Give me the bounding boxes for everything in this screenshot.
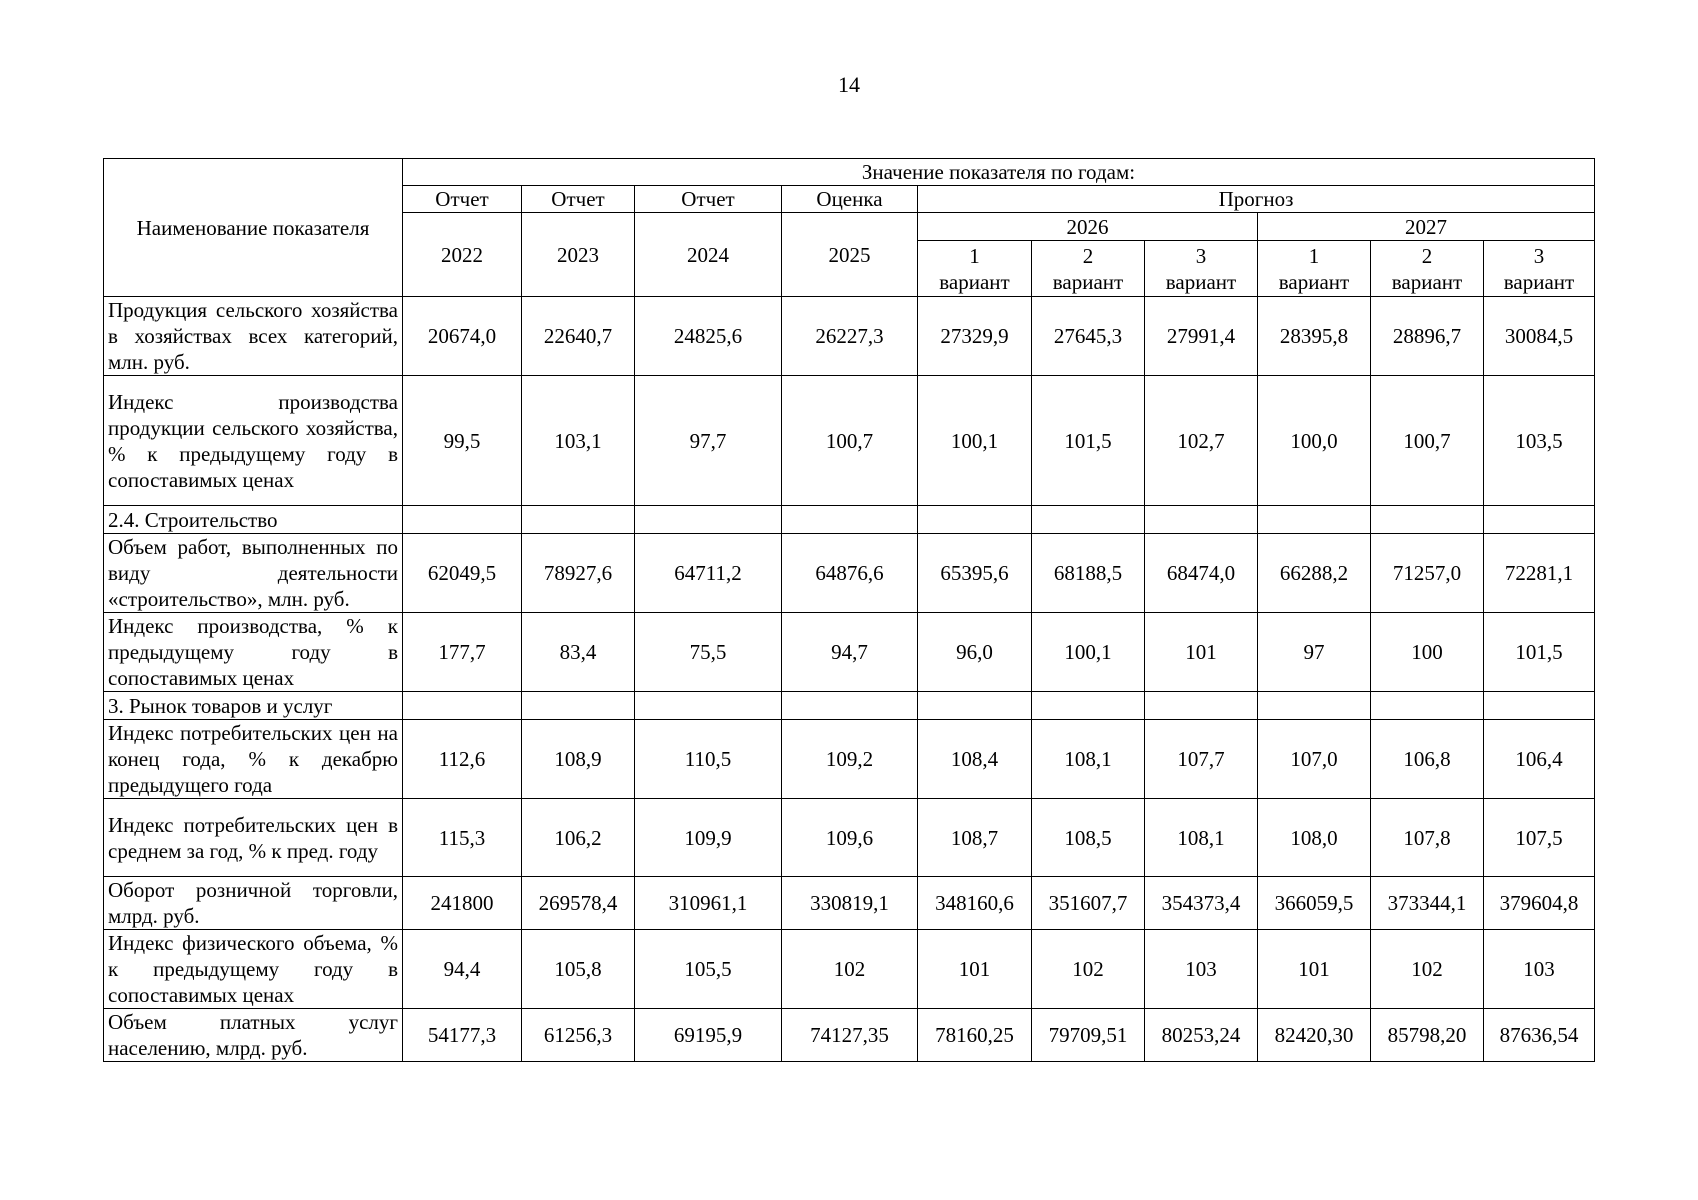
value-cell: 28896,7 xyxy=(1371,297,1484,376)
empty-cell xyxy=(635,506,782,534)
value-cell: 96,0 xyxy=(918,613,1032,692)
value-cell: 108,0 xyxy=(1258,799,1371,877)
value-cell: 108,1 xyxy=(1145,799,1258,877)
value-cell: 61256,3 xyxy=(522,1009,635,1062)
value-cell: 103 xyxy=(1145,930,1258,1009)
value-cell: 71257,0 xyxy=(1371,534,1484,613)
value-cell: 101 xyxy=(1145,613,1258,692)
value-cell: 102 xyxy=(1371,930,1484,1009)
value-cell: 101,5 xyxy=(1484,613,1595,692)
value-cell: 83,4 xyxy=(522,613,635,692)
value-cell: 85798,20 xyxy=(1371,1009,1484,1062)
value-cell: 100,7 xyxy=(782,376,918,506)
value-cell: 100,1 xyxy=(1032,613,1145,692)
section-row xyxy=(104,692,1595,720)
header-variant xyxy=(1258,241,1371,297)
value-cell: 351607,7 xyxy=(1032,877,1145,930)
header-year-2026: 2026 xyxy=(918,213,1258,241)
variant-label: вариант xyxy=(1165,269,1237,294)
value-cell: 103 xyxy=(1484,930,1595,1009)
value-cell: 102 xyxy=(1032,930,1145,1009)
value-cell: 310961,1 xyxy=(635,877,782,930)
section-row xyxy=(104,506,1595,534)
value-cell: 94,7 xyxy=(782,613,918,692)
value-cell: 379604,8 xyxy=(1484,877,1595,930)
value-cell: 78160,25 xyxy=(918,1009,1032,1062)
variant-label: вариант xyxy=(1052,269,1124,294)
value-cell: 79709,51 xyxy=(1032,1009,1145,1062)
value-cell: 115,3 xyxy=(403,799,522,877)
indicator-name: Индекс потребительских цен в среднем за год, % к пред. году xyxy=(104,799,403,877)
value-cell: 108,4 xyxy=(918,720,1032,799)
header-variant xyxy=(918,241,1032,297)
value-cell: 100,7 xyxy=(1371,376,1484,506)
indicator-name: Индекс производства продукции сельского хозяйства, % к предыдущему году в сопоставимых ценах xyxy=(104,376,403,506)
header-year-2027: 2027 xyxy=(1258,213,1595,241)
value-cell: 30084,5 xyxy=(1484,297,1595,376)
value-cell: 105,5 xyxy=(635,930,782,1009)
header-year-2025: 2025 xyxy=(782,213,918,297)
variant-number: 3 xyxy=(1195,243,1207,268)
value-cell: 354373,4 xyxy=(1145,877,1258,930)
value-cell: 69195,9 xyxy=(635,1009,782,1062)
table-row xyxy=(104,1009,1595,1062)
value-cell: 330819,1 xyxy=(782,877,918,930)
table-row xyxy=(104,930,1595,1009)
value-cell: 24825,6 xyxy=(635,297,782,376)
empty-cell xyxy=(522,506,635,534)
empty-cell xyxy=(782,692,918,720)
table-row xyxy=(104,720,1595,799)
table-row xyxy=(104,297,1595,376)
header-year-2023: 2023 xyxy=(522,213,635,297)
variant-number: 1 xyxy=(969,243,980,268)
value-cell: 28395,8 xyxy=(1258,297,1371,376)
header-variant xyxy=(1145,241,1258,297)
value-cell: 108,1 xyxy=(1032,720,1145,799)
empty-cell xyxy=(403,692,522,720)
header-variant xyxy=(1371,241,1484,297)
indicators-table xyxy=(103,158,1595,1062)
value-cell: 109,6 xyxy=(782,799,918,877)
header-type-2022: Отчет xyxy=(403,186,522,213)
value-cell: 102 xyxy=(782,930,918,1009)
value-cell: 68474,0 xyxy=(1145,534,1258,613)
value-cell: 107,5 xyxy=(1484,799,1595,877)
value-cell: 99,5 xyxy=(403,376,522,506)
value-cell: 68188,5 xyxy=(1032,534,1145,613)
header-year-2022: 2022 xyxy=(403,213,522,297)
value-cell: 100 xyxy=(1371,613,1484,692)
value-cell: 241800 xyxy=(403,877,522,930)
empty-cell xyxy=(782,506,918,534)
value-cell: 27329,9 xyxy=(918,297,1032,376)
value-cell: 101,5 xyxy=(1032,376,1145,506)
empty-cell xyxy=(918,692,1032,720)
value-cell: 269578,4 xyxy=(522,877,635,930)
variant-number: 3 xyxy=(1533,243,1545,268)
value-cell: 101 xyxy=(918,930,1032,1009)
value-cell: 27991,4 xyxy=(1145,297,1258,376)
value-cell: 106,2 xyxy=(522,799,635,877)
empty-cell xyxy=(1484,506,1595,534)
value-cell: 97,7 xyxy=(635,376,782,506)
value-cell: 366059,5 xyxy=(1258,877,1371,930)
variant-label: вариант xyxy=(1391,269,1463,294)
value-cell: 103,5 xyxy=(1484,376,1595,506)
value-cell: 54177,3 xyxy=(403,1009,522,1062)
variant-number: 2 xyxy=(1421,243,1433,268)
value-cell: 108,9 xyxy=(522,720,635,799)
table-row xyxy=(104,534,1595,613)
value-cell: 100,0 xyxy=(1258,376,1371,506)
value-cell: 101 xyxy=(1258,930,1371,1009)
value-cell: 20674,0 xyxy=(403,297,522,376)
empty-cell xyxy=(403,506,522,534)
value-cell: 64711,2 xyxy=(635,534,782,613)
value-cell: 87636,54 xyxy=(1484,1009,1595,1062)
value-cell: 107,7 xyxy=(1145,720,1258,799)
value-cell: 75,5 xyxy=(635,613,782,692)
variant-label: вариант xyxy=(1503,269,1575,294)
empty-cell xyxy=(1371,692,1484,720)
value-cell: 107,8 xyxy=(1371,799,1484,877)
header-type-2024: Отчет xyxy=(635,186,782,213)
page-number: 14 xyxy=(838,72,860,97)
value-cell: 65395,6 xyxy=(918,534,1032,613)
empty-cell xyxy=(1258,506,1371,534)
value-cell: 348160,6 xyxy=(918,877,1032,930)
value-cell: 82420,30 xyxy=(1258,1009,1371,1062)
value-cell: 109,2 xyxy=(782,720,918,799)
indicator-name: Индекс физического объема, % к предыдущему году в сопоставимых ценах xyxy=(104,930,403,1009)
empty-cell xyxy=(1371,506,1484,534)
section-title: 2.4. Строительство xyxy=(104,506,403,534)
indicator-name: Индекс потребительских цен на конец года, % к декабрю предыдущего года xyxy=(104,720,403,799)
indicator-name: Индекс производства, % к предыдущему году в сопоставимых ценах xyxy=(104,613,403,692)
header-variant xyxy=(1032,241,1145,297)
value-cell: 22640,7 xyxy=(522,297,635,376)
empty-cell xyxy=(1032,506,1145,534)
value-cell: 27645,3 xyxy=(1032,297,1145,376)
value-cell: 74127,35 xyxy=(782,1009,918,1062)
table-row xyxy=(104,613,1595,692)
table-row xyxy=(104,877,1595,930)
value-cell: 373344,1 xyxy=(1371,877,1484,930)
empty-cell xyxy=(635,692,782,720)
value-cell: 97 xyxy=(1258,613,1371,692)
value-cell: 177,7 xyxy=(403,613,522,692)
indicator-name: Оборот розничной торговли, млрд. руб. xyxy=(104,877,403,930)
value-cell: 94,4 xyxy=(403,930,522,1009)
empty-cell xyxy=(918,506,1032,534)
header-year-2024: 2024 xyxy=(635,213,782,297)
value-cell: 78927,6 xyxy=(522,534,635,613)
value-cell: 64876,6 xyxy=(782,534,918,613)
section-title: 3. Рынок товаров и услуг xyxy=(104,692,403,720)
header-type-2023: Отчет xyxy=(522,186,635,213)
value-cell: 108,7 xyxy=(918,799,1032,877)
value-cell: 62049,5 xyxy=(403,534,522,613)
value-cell: 112,6 xyxy=(403,720,522,799)
indicator-name: Объем платных услуг населению, млрд. руб. xyxy=(104,1009,403,1062)
variant-label: вариант xyxy=(939,269,1010,294)
value-cell: 106,4 xyxy=(1484,720,1595,799)
header-type-2025: Оценка xyxy=(782,186,918,213)
empty-cell xyxy=(1258,692,1371,720)
header-variant xyxy=(1484,241,1595,297)
empty-cell xyxy=(1032,692,1145,720)
empty-cell xyxy=(1145,692,1258,720)
indicator-name: Продукция сельского хозяйства в хозяйствах всех категорий, млн. руб. xyxy=(104,297,403,376)
variant-number: 2 xyxy=(1082,243,1094,268)
header-indicator-name: Наименование показателя xyxy=(104,159,403,297)
value-cell: 103,1 xyxy=(522,376,635,506)
table-row xyxy=(104,376,1595,506)
empty-cell xyxy=(1145,506,1258,534)
value-cell: 105,8 xyxy=(522,930,635,1009)
value-cell: 102,7 xyxy=(1145,376,1258,506)
variant-number: 1 xyxy=(1308,243,1320,268)
value-cell: 107,0 xyxy=(1258,720,1371,799)
value-cell: 72281,1 xyxy=(1484,534,1595,613)
value-cell: 66288,2 xyxy=(1258,534,1371,613)
header-forecast: Прогноз xyxy=(918,186,1595,213)
indicator-name: Объем работ, выполненных по виду деятельности «строительство», млн. руб. xyxy=(104,534,403,613)
value-cell: 108,5 xyxy=(1032,799,1145,877)
empty-cell xyxy=(522,692,635,720)
header-values-title: Значение показателя по годам: xyxy=(403,159,1595,186)
value-cell: 110,5 xyxy=(635,720,782,799)
value-cell: 100,1 xyxy=(918,376,1032,506)
table-row xyxy=(104,799,1595,877)
value-cell: 109,9 xyxy=(635,799,782,877)
value-cell: 26227,3 xyxy=(782,297,918,376)
value-cell: 80253,24 xyxy=(1145,1009,1258,1062)
variant-label: вариант xyxy=(1278,269,1350,294)
value-cell: 106,8 xyxy=(1371,720,1484,799)
empty-cell xyxy=(1484,692,1595,720)
